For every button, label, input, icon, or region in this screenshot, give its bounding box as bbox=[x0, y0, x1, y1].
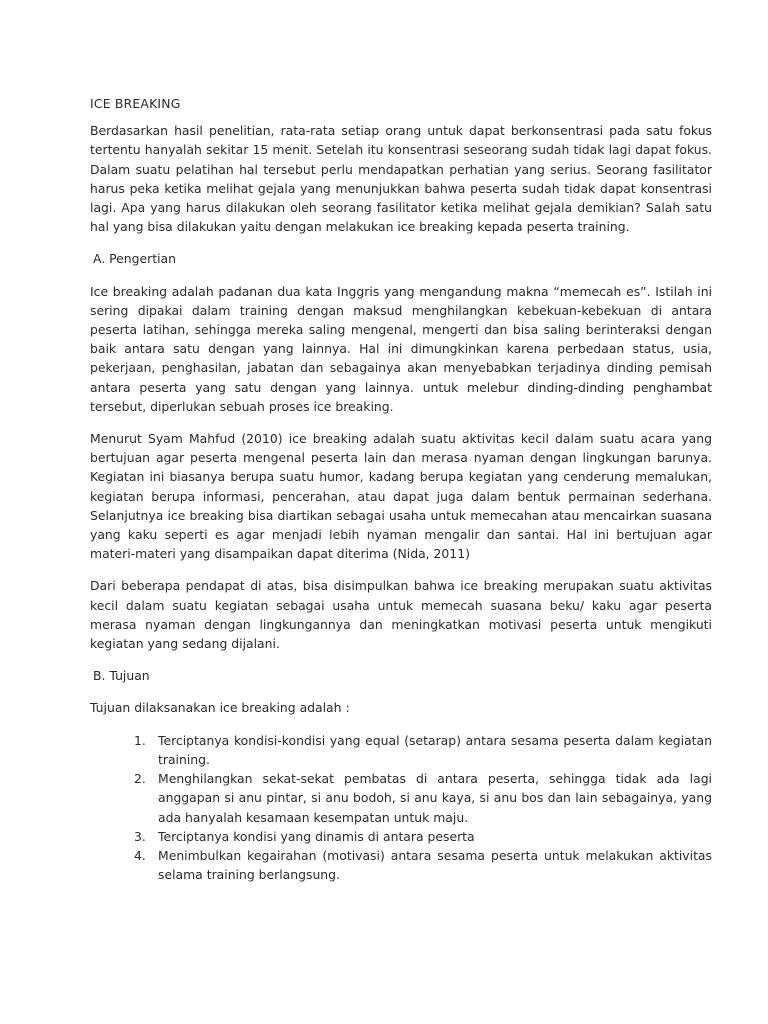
pengertian-paragraph-1: Ice breaking adalah padanan dua kata Inggris yang mengandung makna “memecah es”. Istilah ini sering dipakai dalam training dengan maksud menghilangkan kebekuan-kebekuan di antara peserta latihan, sehingga mereka saling mengenal, mengerti dan bisa saling berinteraksi dengan baik antara satu dengan yang lainnya. Hal ini dimungkinkan karena perbedaan status, usia, pekerjaan, penghasilan, jabatan dan sebagainya akan menyebabkan terjadinya dinding pemisah antara peserta yang satu dengan yang lainnya. untuk melebur dinding-dinding penghambat tersebut, diperlukan sebuah proses ice breaking. bbox=[90, 283, 712, 414]
pengertian-paragraph-2: Menurut Syam Mahfud (2010) ice breaking adalah suatu aktivitas kecil dalam suatu acara yang bertujuan agar peserta mengenal peserta lain dan merasa nyaman dengan lingkungan barunya. Kegiatan ini biasanya berupa suatu humor, kadang berupa kegiatan yang cenderung memalukan, kegiatan berupa informasi, pencerahan, atau dapat juga dalam bentuk permainan sederhana. Selanjutnya ice breaking bisa diartikan sebagai usaha untuk memecahan atau mencairkan suasana yang kaku seperti es agar menjadi lebih nyaman mengalir dan santai. Hal ini bertujuan agar materi-materi yang disampaikan dapat diterima (Nida, 2011) bbox=[90, 431, 712, 562]
list-item-text: Menimbulkan kegairahan (motivasi) antara sesama peserta untuk melakukan aktivitas selama training berlangsung. bbox=[158, 847, 712, 883]
tujuan-list bbox=[90, 731, 712, 885]
pengertian-paragraph-3: Dari beberapa pendapat di atas, bisa disimpulkan bahwa ice breaking merupakan suatu aktivitas kecil dalam suatu kegiatan sebagai usaha untuk memecah suasana beku/ kaku agar peserta merasa nyaman dengan lingkungannya dan meningkatkan motivasi peserta untuk mengikuti kegiatan yang sedang dijalani. bbox=[90, 578, 712, 652]
list-item-text: Terciptanya kondisi yang dinamis di antara peserta bbox=[158, 828, 475, 844]
list-item-text: Menghilangkan sekat-sekat pembatas di antara peserta, sehingga tidak ada lagi anggapan si anu pintar, si anu bodoh, si anu kaya, si anu bos dan lain sebagainya, yang ada hanyalah kesamaan kesempatan untuk maju. bbox=[158, 771, 712, 825]
document-title: ICE BREAKING bbox=[90, 96, 181, 111]
list-item bbox=[134, 731, 712, 769]
list-item bbox=[134, 769, 712, 827]
intro-paragraph: Berdasarkan hasil penelitian, rata-rata setiap orang untuk dapat berkonsentrasi pada satu fokus tertentu hanyalah sekitar 15 menit. Setelah itu konsentrasi seseorang sudah tidak lagi dapat fokus. Dalam suatu pelatihan hal tersebut perlu mendapatkan perhatian yang serius. Seorang fasilitator harus peka ketika melihat gejala yang menunjukkan bahwa peserta sudah tidak dapat konsentrasi lagi. Apa yang harus dilakukan oleh seorang fasilitator ketika melihat gejala demikian? Salah satu hal yang bisa dilakukan yaitu dengan melakukan ice breaking kepada peserta training. bbox=[90, 123, 712, 235]
section-heading-tujuan: B. Tujuan bbox=[93, 668, 150, 684]
list-item bbox=[134, 827, 712, 846]
list-number: 1. bbox=[134, 732, 146, 748]
document-page bbox=[90, 94, 712, 884]
tujuan-lead: Tujuan dilaksanakan ice breaking adalah : bbox=[90, 700, 350, 716]
list-number: 4. bbox=[134, 847, 146, 863]
list-item-text: Terciptanya kondisi-kondisi yang equal (setarap) antara sesama peserta dalam kegiatan training. bbox=[158, 732, 712, 767]
section-heading-pengertian: A. Pengertian bbox=[93, 251, 176, 267]
list-number: 2. bbox=[134, 771, 146, 787]
list-number: 3. bbox=[134, 828, 146, 844]
list-item bbox=[134, 846, 712, 884]
